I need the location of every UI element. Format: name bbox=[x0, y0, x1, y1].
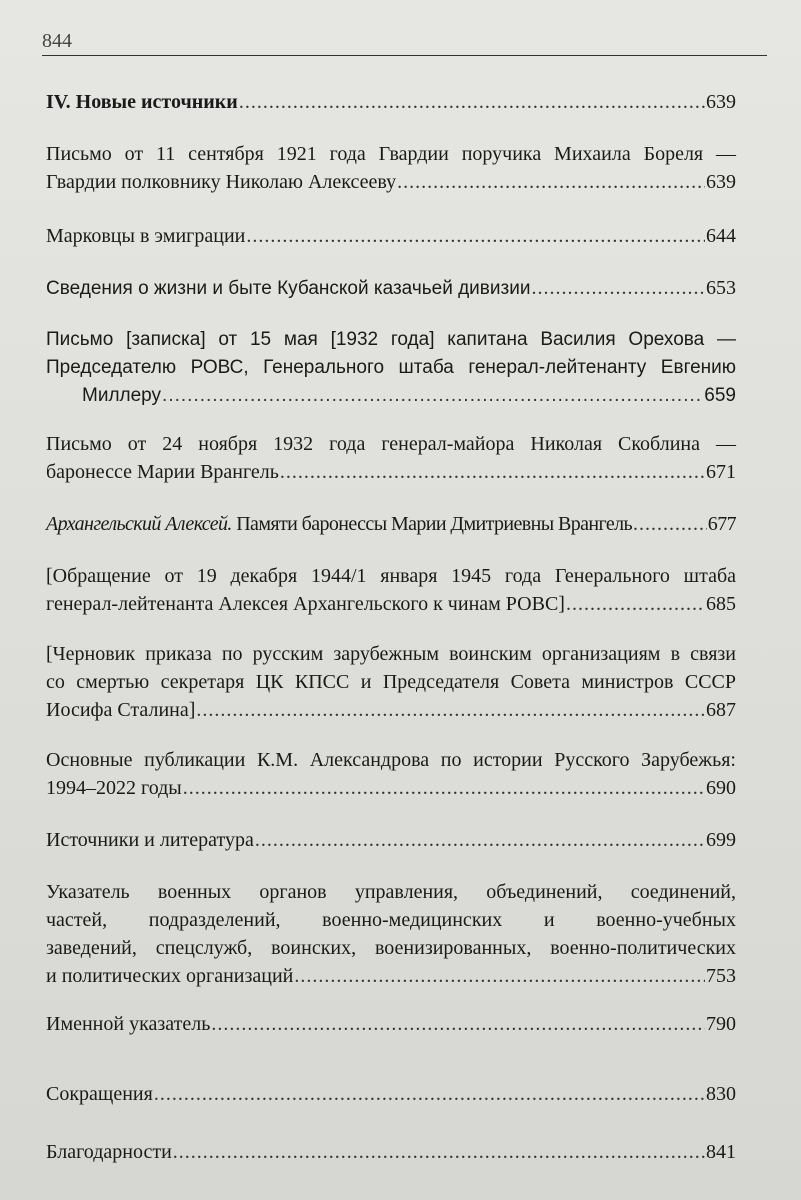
entry-line: Именной указатель bbox=[46, 1013, 211, 1035]
page-ref: 644 bbox=[706, 225, 736, 247]
leader-dots bbox=[154, 1080, 705, 1108]
page-ref: 699 bbox=[706, 829, 736, 851]
toc-entry[interactable] bbox=[46, 562, 736, 618]
entry-author: Архангельский Алексей. bbox=[46, 513, 232, 535]
page-ref: 639 bbox=[706, 91, 736, 113]
toc-entry[interactable] bbox=[46, 140, 736, 196]
entry-line: Источники и литература bbox=[46, 829, 254, 851]
entry-line: генерал-лейтенанта Алексея Архангельского к чинам РОВС] bbox=[46, 593, 565, 615]
leader-dots bbox=[280, 458, 705, 486]
page-ref: 671 bbox=[706, 461, 736, 483]
entry-line: Сокращения bbox=[46, 1083, 153, 1105]
leader-dots bbox=[183, 774, 705, 802]
entry-line: и политических организаций bbox=[46, 965, 294, 987]
entry-line: Иосифа Сталина] bbox=[46, 699, 196, 721]
leader-dots bbox=[196, 696, 705, 724]
entry-line: Письмо [записка] от 15 мая [1932 года] капитана Василия Орехова — bbox=[46, 329, 736, 350]
page-ref: 790 bbox=[706, 1013, 736, 1035]
entry-line: баронессе Марии Врангель bbox=[46, 461, 279, 483]
leader-dots bbox=[162, 382, 703, 410]
page-ref: 659 bbox=[704, 385, 736, 406]
entry-line: 1994–2022 годы bbox=[46, 777, 182, 799]
leader-dots bbox=[239, 88, 705, 116]
entry-line: Памяти баронессы Марии Дмитриевны Врангель bbox=[236, 513, 632, 535]
entry-line: Письмо от 11 сентября 1921 года Гвардии поручика Михаила Бореля — bbox=[46, 143, 736, 165]
page-ref: 753 bbox=[706, 965, 736, 987]
page-ref: 653 bbox=[706, 277, 736, 299]
page-ref: 690 bbox=[706, 777, 736, 799]
header-rule bbox=[42, 55, 767, 56]
toc-entry[interactable] bbox=[46, 222, 736, 250]
entry-line: Письмо от 24 ноября 1932 года генерал-майора Николая Скоблина — bbox=[46, 433, 736, 455]
toc-entry[interactable] bbox=[46, 1080, 736, 1108]
section-title: IV. Новые источники bbox=[46, 91, 238, 113]
page-ref: 685 bbox=[706, 593, 736, 615]
toc-entry[interactable] bbox=[46, 326, 736, 410]
toc-entry[interactable] bbox=[46, 1138, 736, 1166]
entry-line: Миллеру bbox=[82, 385, 162, 406]
entry-line: Председателю РОВС, Генерального штаба генерал-лейтенанту Евгению bbox=[46, 357, 736, 378]
toc-entry[interactable] bbox=[46, 640, 736, 724]
toc-entry[interactable] bbox=[46, 826, 736, 854]
leader-dots bbox=[211, 1010, 705, 1038]
entry-line: [Черновик приказа по русским зарубежным воинским организациям в связи bbox=[46, 643, 736, 665]
toc-entry[interactable] bbox=[46, 510, 736, 538]
toc-entry[interactable] bbox=[46, 430, 736, 486]
page-ref: 841 bbox=[706, 1141, 736, 1163]
leader-dots bbox=[397, 168, 705, 196]
toc-section-heading bbox=[46, 88, 736, 116]
page-number: 844 bbox=[42, 30, 72, 52]
page-ref: 687 bbox=[706, 699, 736, 721]
page-ref: 830 bbox=[706, 1083, 736, 1105]
leader-dots bbox=[255, 826, 705, 854]
entry-line: Благодарности bbox=[46, 1141, 172, 1163]
leader-dots bbox=[173, 1138, 705, 1166]
entry-line: Гвардии полковнику Николаю Алексееву bbox=[46, 171, 397, 193]
toc-entry[interactable] bbox=[46, 274, 736, 303]
leader-dots bbox=[246, 222, 705, 250]
leader-dots bbox=[531, 274, 705, 302]
entry-line: заведений, спецслужб, воинских, военизированных, военно-политических bbox=[46, 937, 736, 959]
leader-dots bbox=[633, 510, 707, 538]
entry-line: Основные публикации К.М. Александрова по истории Русского Зарубежья: bbox=[46, 749, 736, 771]
leader-dots bbox=[566, 590, 705, 618]
page-ref: 639 bbox=[706, 171, 736, 193]
entry-line: Указатель военных органов управления, объединений, соединений, bbox=[46, 881, 736, 903]
entry-line: со смертью секретаря ЦК КПСС и Председателя Совета министров СССР bbox=[46, 671, 736, 693]
entry-line: частей, подразделений, военно-медицинских и военно-учебных bbox=[46, 909, 736, 931]
leader-dots bbox=[294, 962, 705, 990]
entry-line: [Обращение от 19 декабря 1944/1 января 1945 года Генерального штаба bbox=[46, 565, 736, 587]
toc-entry[interactable] bbox=[46, 878, 736, 990]
page-ref: 677 bbox=[707, 513, 736, 535]
entry-line: Сведения о жизни и быте Кубанской казачьей дивизии bbox=[46, 278, 531, 299]
entry-line: Марковцы в эмиграции bbox=[46, 225, 246, 247]
toc-entry[interactable] bbox=[46, 746, 736, 802]
toc-entry[interactable] bbox=[46, 1010, 736, 1038]
